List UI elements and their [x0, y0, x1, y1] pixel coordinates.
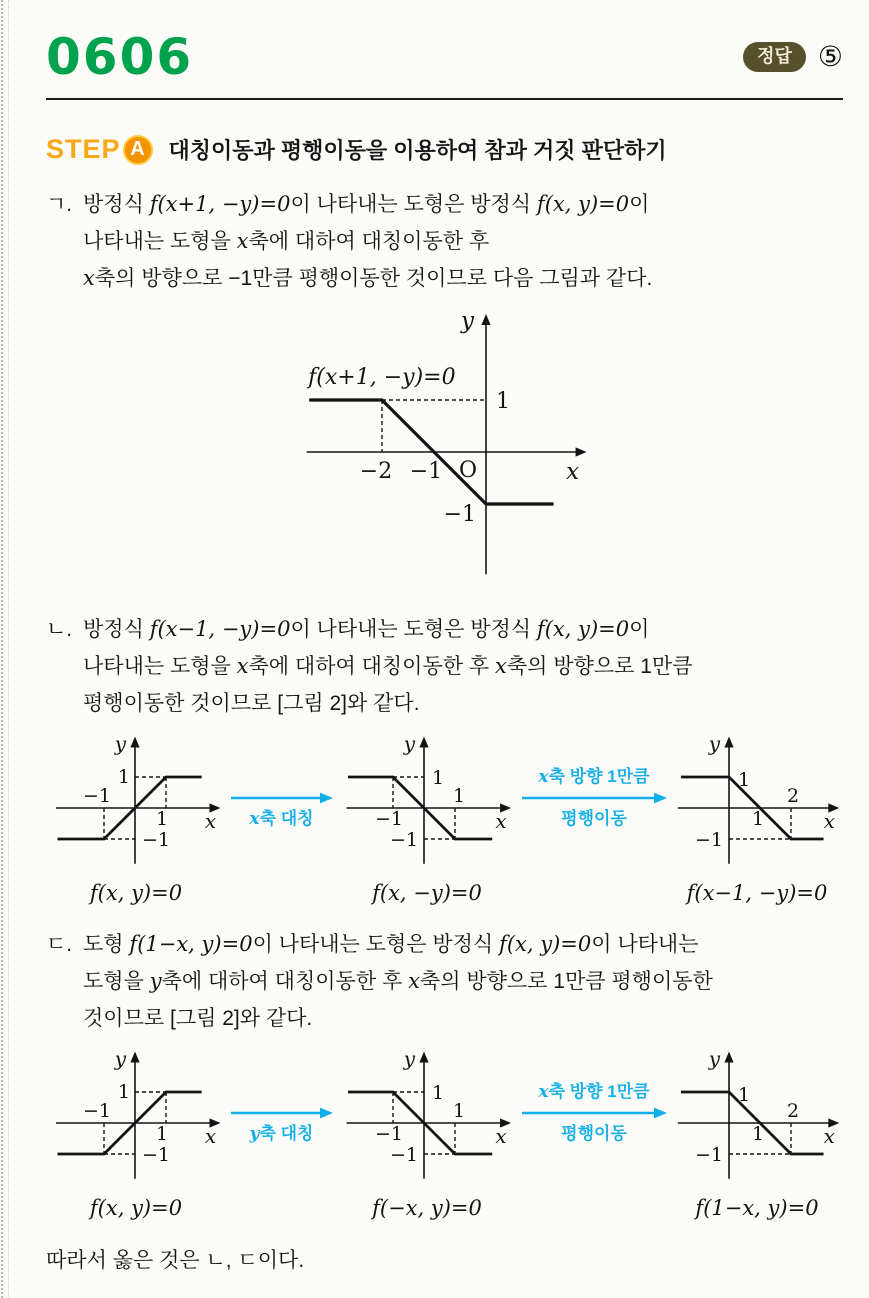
text-run: 축에 대하여 대칭이동한 후: [248, 230, 490, 253]
text-line: [83, 611, 843, 648]
y-axis-arrowhead: [130, 1051, 139, 1062]
text-run: 이 나타내는 도형은 방정식: [290, 618, 537, 641]
graph-svg: [46, 1047, 226, 1189]
figure-f-xy: [46, 732, 226, 879]
arrow-label: [250, 1123, 314, 1145]
math-expression: x: [538, 767, 549, 787]
math-expression: f(x, y)=0: [536, 192, 630, 216]
figure-label: −1: [142, 829, 171, 851]
text-run: 방정식: [83, 193, 150, 216]
figure-label: −1: [142, 1144, 171, 1166]
text-line: [83, 685, 843, 722]
figure-label: −1: [409, 459, 442, 484]
answer-badge: 정답: [743, 42, 806, 72]
x-axis-arrowhead: [575, 447, 586, 456]
figure-label: 1: [155, 808, 169, 830]
item-marker: ㄱ.: [46, 193, 73, 216]
figure-label: −1: [374, 808, 404, 830]
figure-label: y: [114, 1047, 126, 1071]
figure-block: [671, 1047, 843, 1220]
y-axis-arrowhead: [130, 736, 139, 747]
figure-label: x: [823, 809, 835, 833]
figure-caption: f(x, y)=0: [89, 881, 183, 905]
figure-label: −1: [389, 1144, 418, 1166]
figure-label: y: [708, 732, 720, 756]
conclusion-text: 따라서 옳은 것은 ㄴ, ㄷ이다.: [46, 1249, 305, 1272]
page-edge-perforation-inner: [8, 0, 9, 1298]
text-run: 이: [629, 193, 650, 216]
graph-svg: [671, 732, 843, 874]
transform-arrow-translate: [520, 732, 668, 905]
figure-block: [46, 732, 226, 905]
figure-label: 1: [117, 1081, 130, 1103]
arrow-right-icon: [229, 1105, 334, 1121]
text-line: [83, 648, 843, 685]
math-expression: y: [249, 1124, 260, 1144]
figure-block: [46, 1047, 226, 1220]
figure-caption: f(x−1, −y)=0: [686, 881, 828, 905]
item-marker: ㄷ.: [46, 933, 73, 956]
text-run: 평행이동: [561, 809, 627, 828]
figure-label: −1: [374, 1123, 404, 1145]
figure-label: 1: [155, 1123, 169, 1145]
problem-header: [46, 28, 843, 86]
step-title: 대칭이동과 평행이동을 이용하여 참과 거짓 판단하기: [168, 138, 667, 163]
figure-f-negx-y: [337, 1047, 517, 1194]
text-line: [83, 223, 843, 260]
math-expression: x: [236, 229, 249, 253]
problem-number: 0606: [46, 28, 194, 86]
graph-svg: [671, 1047, 843, 1189]
graph-svg: [337, 1047, 517, 1189]
figure-label: 1: [432, 767, 445, 789]
text-run: 축에 대하여 대칭이동한 후: [161, 970, 409, 993]
figure-label: −1: [389, 829, 418, 851]
figure-f-xminus1-negy: [671, 732, 843, 879]
step-a-badge: A: [123, 135, 153, 165]
text-line: [83, 926, 843, 963]
solution-item-d: [46, 926, 843, 1037]
text-run: 이 나타내는 도형은 방정식: [290, 193, 537, 216]
y-axis-arrowhead: [724, 1051, 733, 1062]
figure-block: [337, 1047, 517, 1220]
math-expression: x: [495, 654, 507, 678]
figure-label: −1: [82, 785, 112, 807]
graph-svg: [295, 311, 595, 585]
text-run: 축 대칭: [259, 1124, 314, 1143]
math-expression: f(x−1, −y)=0: [149, 617, 291, 641]
arrow-label: [538, 766, 649, 788]
item-marker: ㄴ.: [46, 618, 73, 641]
figure-block: [337, 732, 517, 905]
figure-label: f(x+1, −y)=0: [307, 365, 456, 390]
figure-label: 2: [786, 1100, 800, 1122]
y-axis-arrowhead: [724, 736, 733, 747]
arrow-label: [249, 808, 313, 830]
step-heading: [46, 134, 843, 165]
math-expression: f(x, y)=0: [499, 932, 592, 956]
figure-label: y: [114, 732, 126, 756]
text-run: 평행이동한 것이므로 [그림 2]와 같다.: [83, 692, 420, 715]
item-body: [83, 926, 843, 1037]
figure-label: 1: [751, 1123, 765, 1145]
figure-main-wrap: [46, 311, 843, 590]
math-expression: x: [83, 266, 95, 290]
transform-arrow-translate: [520, 1047, 668, 1220]
text-run: 축 방향 1만큼: [548, 1082, 650, 1101]
text-run: 축 대칭: [259, 809, 314, 828]
text-run: 방정식: [83, 618, 150, 641]
graph-svg: [46, 732, 226, 874]
figure-caption: f(−x, y)=0: [372, 1196, 482, 1220]
figure-row-2: [46, 732, 843, 905]
figure-label: −1: [694, 1144, 723, 1166]
text-run: 축의 방향으로 1만큼 평행이동한: [419, 970, 713, 993]
figure-label: 1: [738, 1084, 751, 1106]
answer-number: ⑤: [817, 41, 843, 72]
figure-label: x: [204, 1124, 217, 1148]
figure-caption: f(x, −y)=0: [372, 881, 482, 905]
text-run: 평행이동: [561, 1124, 627, 1143]
arrow-right-icon: [520, 790, 668, 806]
figure-label: −1: [694, 829, 723, 851]
text-run: 축 방향 1만큼: [548, 767, 650, 786]
figure-label: 1: [452, 785, 466, 807]
figure-label: 1: [495, 389, 510, 414]
text-run: 이: [629, 618, 650, 641]
text-run: 것이므로 [그림 2]와 같다.: [83, 1007, 313, 1030]
figure-label: 1: [117, 766, 130, 788]
arrow-right-icon: [229, 790, 334, 806]
text-run: 축의 방향으로 1만큼: [506, 655, 693, 678]
answer-area: [743, 42, 843, 72]
figure-label: O: [458, 458, 477, 483]
math-expression: x: [236, 654, 249, 678]
text-run: 나타내는 도형을: [83, 655, 237, 678]
arrow-label: [561, 808, 627, 830]
math-expression: f(x, y)=0: [536, 617, 630, 641]
solution-item-n: [46, 611, 843, 722]
figure-label: −1: [443, 502, 476, 527]
figure-caption: f(x, y)=0: [89, 1196, 183, 1220]
math-expression: x: [538, 1082, 549, 1102]
figure-label: y: [708, 1047, 720, 1071]
figure-caption: f(1−x, y)=0: [695, 1196, 819, 1220]
figure-label: x: [565, 459, 579, 485]
figure-label: y: [460, 311, 474, 334]
text-line: [83, 260, 843, 297]
figure-label: x: [495, 809, 507, 833]
figure-label: 1: [452, 1100, 466, 1122]
text-run: 도형: [83, 933, 130, 956]
header-divider: [46, 98, 843, 100]
math-expression: y: [149, 969, 162, 993]
y-axis-arrowhead: [419, 1051, 428, 1062]
text-line: [83, 1000, 843, 1037]
transform-arrow-x-symmetry: [229, 732, 334, 905]
y-axis-arrowhead: [419, 736, 428, 747]
arrow-label: [561, 1123, 627, 1145]
text-run: 이 나타내는: [591, 933, 699, 956]
figure-block: [671, 732, 843, 905]
text-run: 이 나타내는 도형은 방정식: [252, 933, 500, 956]
math-expression: f(x+1, −y)=0: [149, 192, 291, 216]
text-line: [83, 963, 843, 1000]
figure-f-x-negy: [337, 732, 517, 879]
figure-row-3: [46, 1047, 843, 1220]
step-label: STEP: [46, 134, 121, 164]
arrow-label: [538, 1081, 649, 1103]
text-run: 도형을: [83, 970, 150, 993]
text-line: [83, 186, 843, 223]
arrow-right-icon: [520, 1105, 668, 1121]
figure-label: x: [823, 1124, 835, 1148]
math-expression: f(1−x, y)=0: [129, 932, 253, 956]
figure-label: x: [204, 809, 217, 833]
text-run: 축에 대하여 대칭이동한 후: [248, 655, 495, 678]
solution-item-g: [46, 186, 843, 297]
figure-f-1minusx-y: [671, 1047, 843, 1194]
text-run: 축의 방향으로 −1만큼 평행이동한 것이므로 다음 그림과 같다.: [94, 267, 653, 290]
graph-svg: [337, 732, 517, 874]
figure-f-xplus1-negy: [295, 311, 595, 590]
item-body: [83, 186, 843, 297]
figure-label: −1: [82, 1100, 112, 1122]
transform-arrow-y-symmetry: [229, 1047, 334, 1220]
figure-label: −2: [359, 459, 392, 484]
figure-label: 2: [786, 785, 800, 807]
figure-label: 1: [432, 1082, 445, 1104]
figure-label: x: [495, 1124, 507, 1148]
figure-label: 1: [751, 808, 765, 830]
figure-label: y: [403, 1047, 415, 1071]
math-expression: x: [408, 969, 420, 993]
item-body: [83, 611, 843, 722]
math-expression: x: [249, 809, 260, 829]
figure-f-xy: [46, 1047, 226, 1194]
page-edge-perforation-outer: [1, 0, 3, 1298]
text-run: 나타내는 도형을: [83, 230, 237, 253]
figure-label: 1: [738, 769, 751, 791]
y-axis-arrowhead: [481, 314, 490, 325]
figure-label: y: [403, 732, 415, 756]
